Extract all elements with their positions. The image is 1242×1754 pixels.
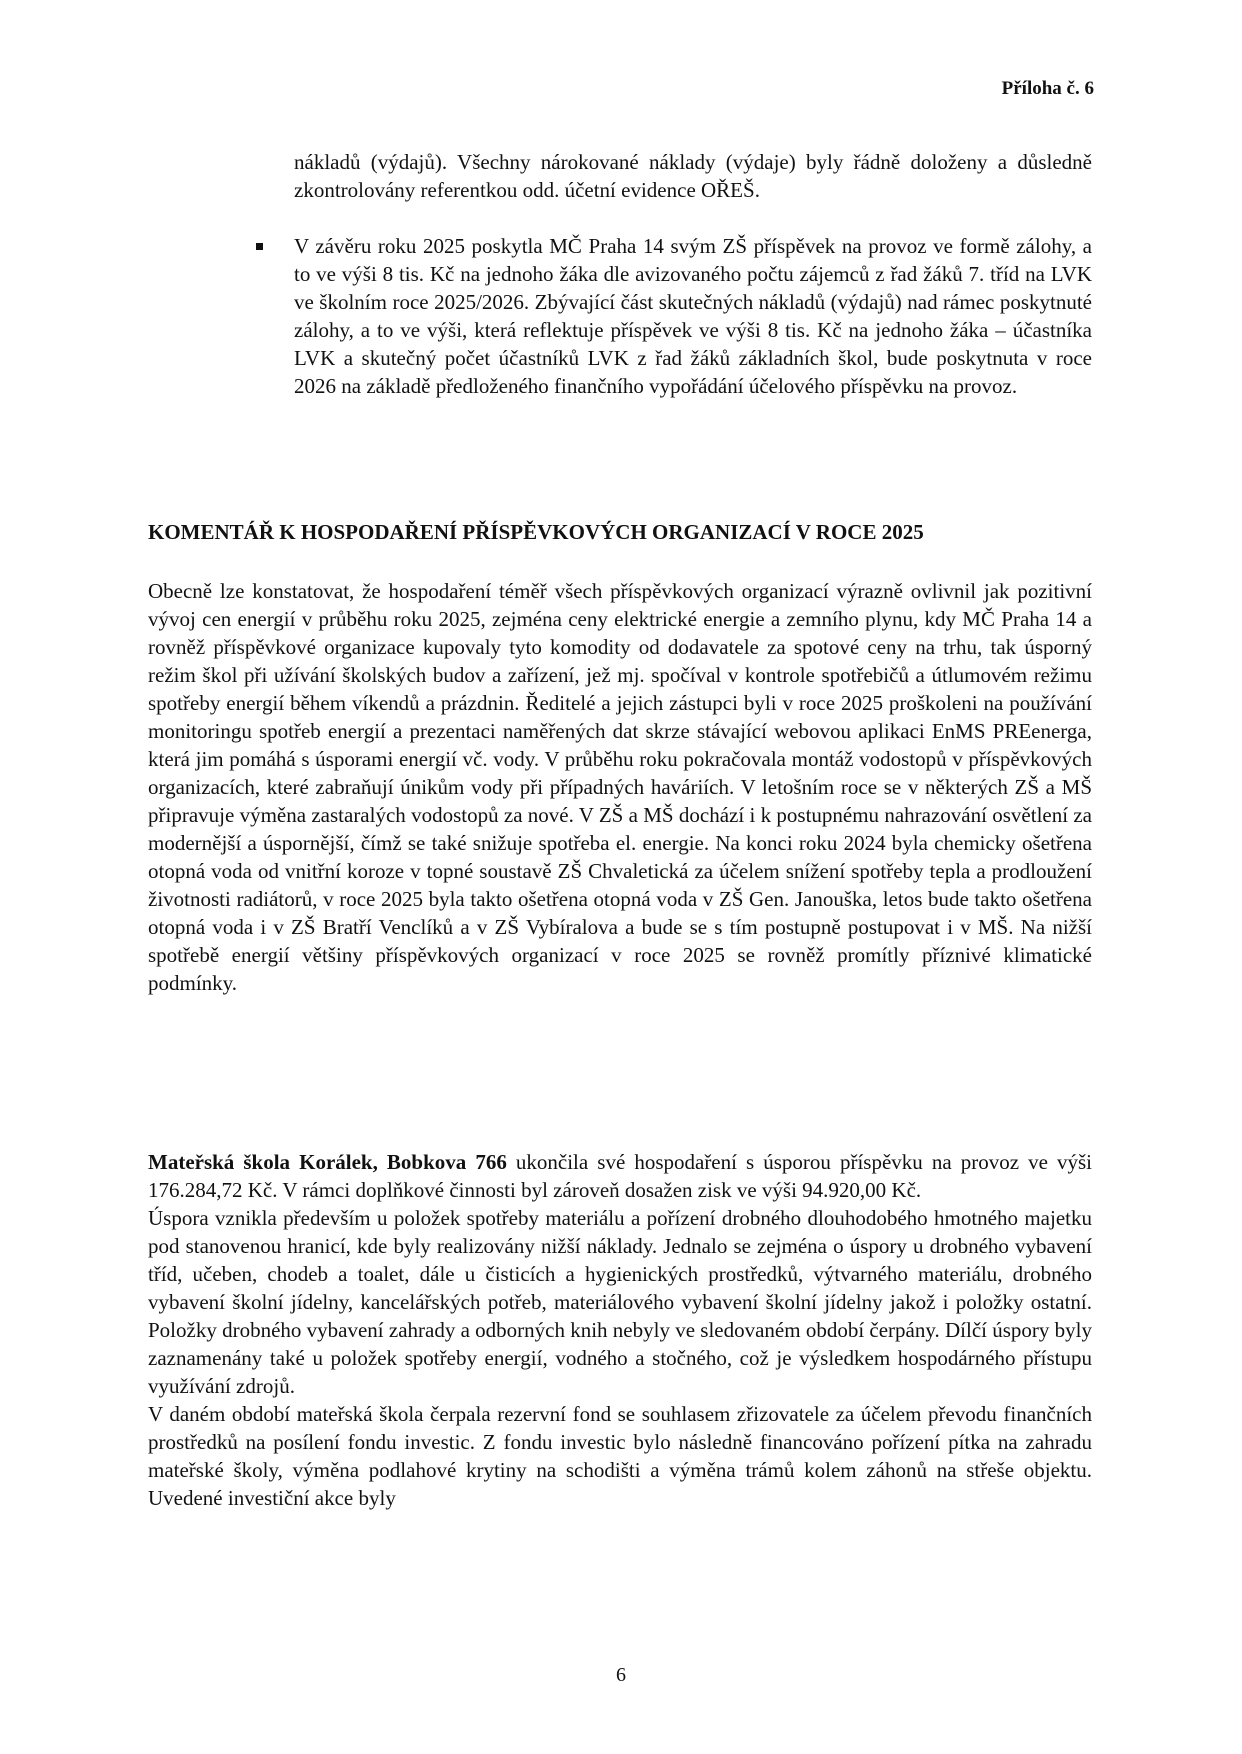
- school-result-text: ukončila své hospodaření s úsporou příspěvku na provoz ve výši 176.284,72 Kč. V rámci doplňkové činnosti byl zároveň dosažen zisk ve výši 94.920,00 Kč.: [148, 1150, 1092, 1202]
- bullet-item: [256, 232, 1092, 400]
- section-heading: KOMENTÁŘ K HOSPODAŘENÍ PŘÍSPĚVKOVÝCH ORGANIZACÍ V ROCE 2025: [148, 520, 924, 544]
- page-number: 6: [616, 1664, 626, 1686]
- fund-paragraph: V daném období mateřská škola čerpala rezervní fond se souhlasem zřizovatele za účelem převodu finančních prostředků na posílení fondu investic. Z fondu investic bylo následně financováno pořízení pítka na zahradu mateřské školy, výměna podlahové krytiny na schodišti a výměna trámů kolem záhonů na střeše objektu. Uvedené investiční akce byly: [148, 1402, 1092, 1510]
- commentary-paragraph: Obecně lze konstatovat, že hospodaření téměř všech příspěvkových organizací výrazně ovlivnil jak pozitivní vývoj cen energií v průběhu roku 2025, zejména ceny elektrické energie a zemního plynu, kdy MČ Praha 14 a rovněž příspěvkové organizace kupovaly tyto komodity od dodavatele za spotové ceny na trhu, tak úsporný režim škol při užívání školských budov a zařízení, jež mj. spočíval v kontrole spotřebičů a útlumovém režimu spotřeby energií během víkendů a prázdnin. Ředitelé a jejich zástupci byli v roce 2025 proškoleni na používání monitoringu spotřeb energií a prezentaci naměřených dat skrze stávající webovou aplikaci EnMS PREenerga, která jim pomáhá s úsporami energií vč. vody. V průběhu roku pokračovala montáž vodostopů v příspěvkových organizacích, které zabraňují únikům vody při případných haváriích. V letošním roce se v některých ZŠ a MŠ připravuje výměna zastaralých vodostopů za nové. V ZŠ a MŠ dochází i k postupnému nahrazování osvětlení za modernější a úspornější, čímž se také snižuje spotřeba el. energie. Na konci roku 2024 byla chemicky ošetřena otopná voda od vnitřní koroze v topné soustavě ZŠ Chvaletická za účelem snížení spotřeby tepla a prodloužení životnosti radiátorů, v roce 2025 byla takto ošetřena otopná voda v ZŠ Gen. Janouška, letos bude takto ošetřena otopná voda i v ZŠ Bratří Venclíků a v ZŠ Vybíralova a bude se s tím postupně postupovat i v MŠ. Na nižší spotřebě energií většiny příspěvkových organizací v roce 2025 se rovněž promítly příznivé klimatické podmínky.: [148, 579, 1092, 995]
- bullet-text: V závěru roku 2025 poskytla MČ Praha 14 svým ZŠ příspěvek na provoz ve formě zálohy, a to ve výši 8 tis. Kč na jednoho žáka dle avizovaného počtu zájemců z řad žáků 7. tříd na LVK ve školním roce 2025/2026. Zbývající část skutečných nákladů (výdajů) nad rámec poskytnuté zálohy, a to ve výši, která reflektuje příspěvek ve výši 8 tis. Kč na jednoho žáka – účastníka LVK a skutečný počet účastníků LVK z řad žáků základních škol, bude poskytnuta v roce 2026 na základě předloženého finančního vypořádání účelového příspěvku na provoz.: [294, 234, 1092, 398]
- intro-paragraph: nákladů (výdajů). Všechny nárokované náklady (výdaje) byly řádně doloženy a důsledně zkontrolovány referentkou odd. účetní evidence OŘEŠ.: [294, 150, 1092, 202]
- school-section: [148, 1148, 1092, 1512]
- savings-paragraph: Úspora vznikla především u položek spotřeby materiálu a pořízení drobného dlouhodobého hmotného majetku pod stanovenou hranicí, kde byly realizovány nižší náklady. Jednalo se zejména o úspory u drobného vybavení tříd, učeben, chodeb a toalet, dále u čisticích a hygienických prostředků, výtvarného materiálu, drobného vybavení školní jídelny, kancelářských potřeb, materiálového vybavení školní jídelny jakož i položky ostatní. Položky drobného vybavení zahrady a odborných knih nebyly ve sledovaném období čerpány. Dílčí úspory byly zaznamenány také u položek spotřeby energií, vodného a stočného, což je výsledkem hospodárného přístupu využívání zdrojů.: [148, 1206, 1092, 1398]
- square-bullet-icon: [256, 243, 263, 250]
- school-name: Mateřská škola Korálek, Bobkova 766: [148, 1150, 507, 1174]
- appendix-label: Příloha č. 6: [1001, 78, 1094, 99]
